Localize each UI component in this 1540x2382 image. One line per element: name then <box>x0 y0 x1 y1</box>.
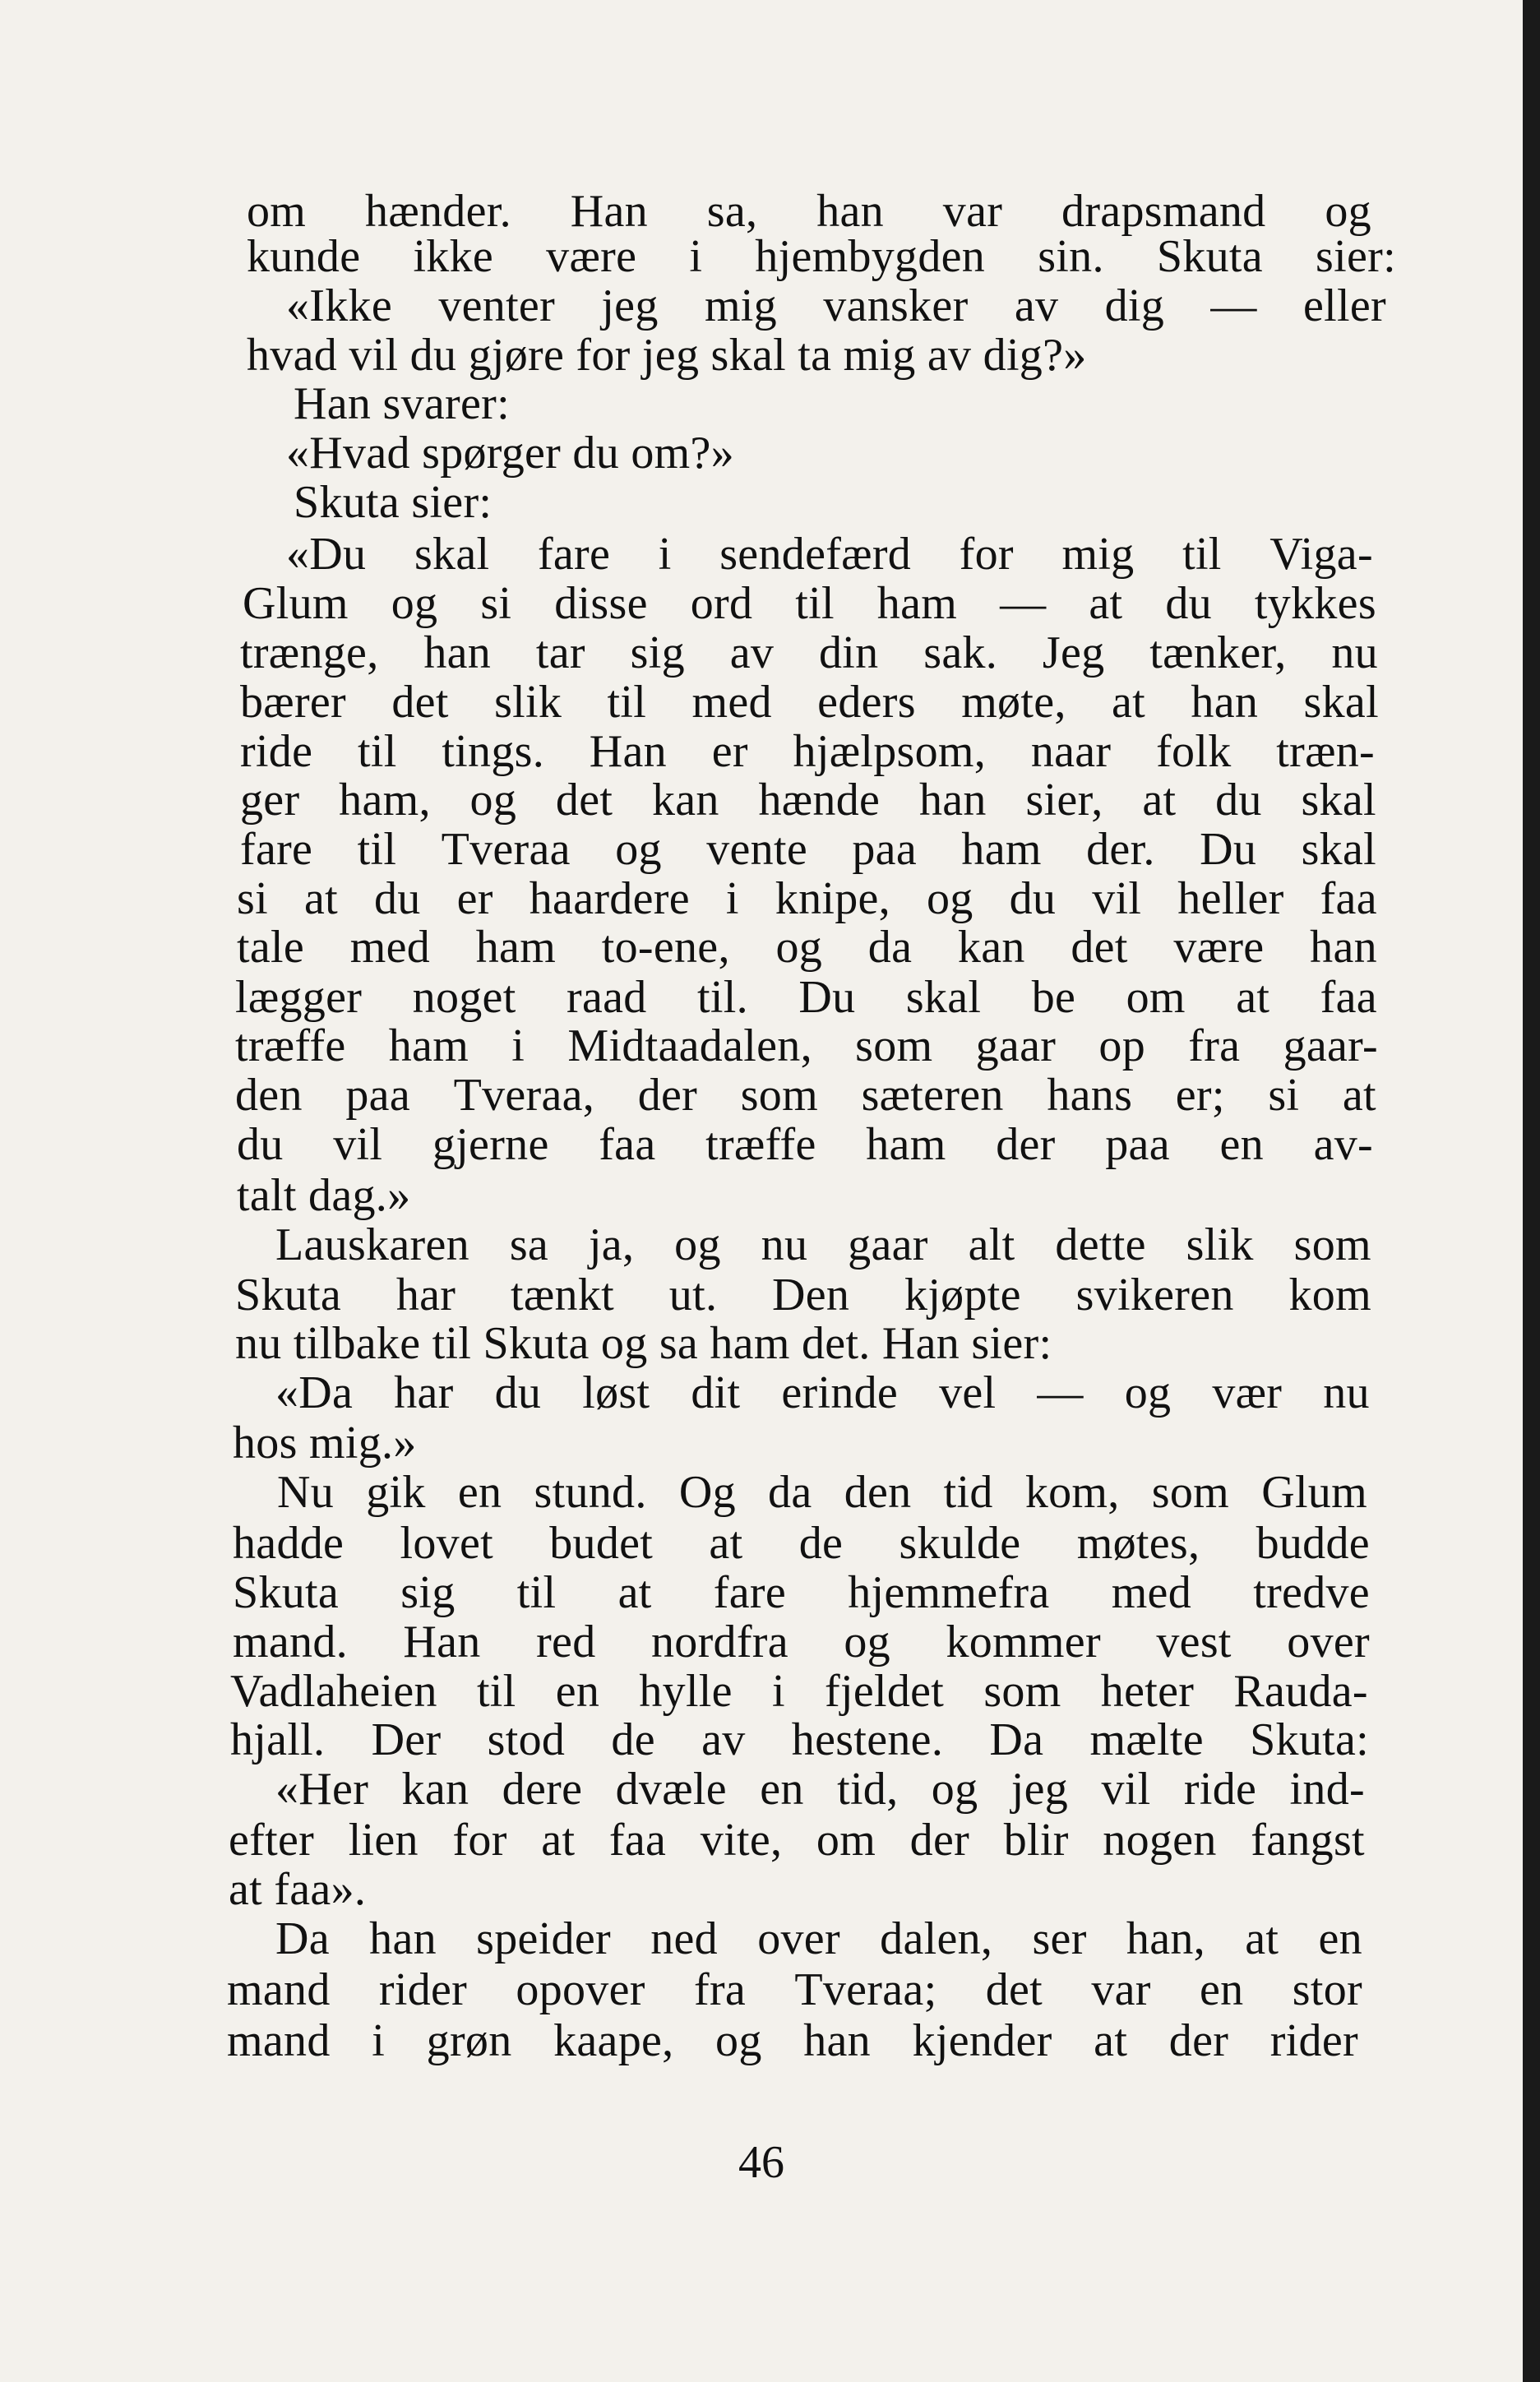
text-line: hos mig.» <box>233 1418 417 1469</box>
text-line: kunde ikke være i hjembygden sin. Skuta sier: <box>247 231 1396 282</box>
text-line: hjall. Der stod de av hestene. Da mælte Skuta: <box>230 1714 1369 1765</box>
text-line: om hænder. Han sa, han var drapsmand og <box>247 186 1371 237</box>
text-line: fare til Tveraa og vente paa ham der. Du skal <box>240 824 1376 875</box>
text-line: trænge, han tar sig av din sak. Jeg tænker, nu <box>240 627 1378 678</box>
text-line: du vil gjerne faa træffe ham der paa en av- <box>237 1119 1373 1170</box>
text-line: Skuta sig til at fare hjemmefra med tredve <box>233 1567 1370 1618</box>
text-line: lægger noget raad til. Du skal be om at faa <box>235 972 1377 1023</box>
text-line: Vadlaheien til en hylle i fjeldet som heter Rauda- <box>230 1666 1368 1717</box>
text-line: efter lien for at faa vite, om der blir nogen fangst <box>229 1815 1365 1866</box>
text-line: «Da har du løst dit erinde vel — og vær nu <box>275 1367 1370 1418</box>
text-line: mand i grøn kaape, og han kjender at der rider <box>227 2015 1358 2066</box>
text-line: Skuta sier: <box>294 477 493 528</box>
text-line: ger ham, og det kan hænde han sier, at du skal <box>240 775 1376 826</box>
text-line: Han svarer: <box>294 378 510 429</box>
text-line: «Her kan dere dvæle en tid, og jeg vil ride ind- <box>275 1764 1365 1815</box>
text-line: «Hvad spørger du om?» <box>286 428 734 479</box>
text-line: «Ikke venter jeg mig vansker av dig — eller <box>286 280 1386 331</box>
text-line: nu tilbake til Skuta og sa ham det. Han sier: <box>235 1318 1052 1369</box>
text-line: «Du skal fare i sendefærd for mig til Viga- <box>286 529 1373 580</box>
text-line: Lauskaren sa ja, og nu gaar alt dette slik som <box>275 1219 1371 1270</box>
text-line: Da han speider ned over dalen, ser han, at en <box>275 1913 1362 1964</box>
text-line: træffe ham i Midtaadalen, som gaar op fra gaar- <box>235 1020 1378 1071</box>
text-line: at faa». <box>229 1864 367 1915</box>
text-line: Nu gik en stund. Og da den tid kom, som Glum <box>277 1467 1367 1518</box>
text-line: tale med ham to-ene, og da kan det være han <box>237 922 1377 973</box>
text-line: ride til tings. Han er hjælpsom, naar folk træn- <box>240 726 1375 777</box>
text-line: hadde lovet budet at de skulde møtes, budde <box>233 1518 1370 1569</box>
text-line: den paa Tveraa, der som sæteren hans er; si at <box>235 1070 1376 1121</box>
text-line: talt dag.» <box>237 1170 411 1221</box>
text-line: Skuta har tænkt ut. Den kjøpte svikeren kom <box>235 1270 1371 1321</box>
text-line: mand. Han red nordfra og kommer vest over <box>233 1617 1370 1667</box>
page-number: 46 <box>738 2137 784 2188</box>
text-line: bærer det slik til med eders møte, at han skal <box>240 677 1379 728</box>
text-line: mand rider opover fra Tveraa; det var en stor <box>227 1964 1362 2015</box>
text-line: Glum og si disse ord til ham — at du tykkes <box>243 578 1376 629</box>
text-line: si at du er haardere i knipe, og du vil heller faa <box>237 873 1377 924</box>
text-line: hvad vil du gjøre for jeg skal ta mig av dig?» <box>247 330 1087 381</box>
